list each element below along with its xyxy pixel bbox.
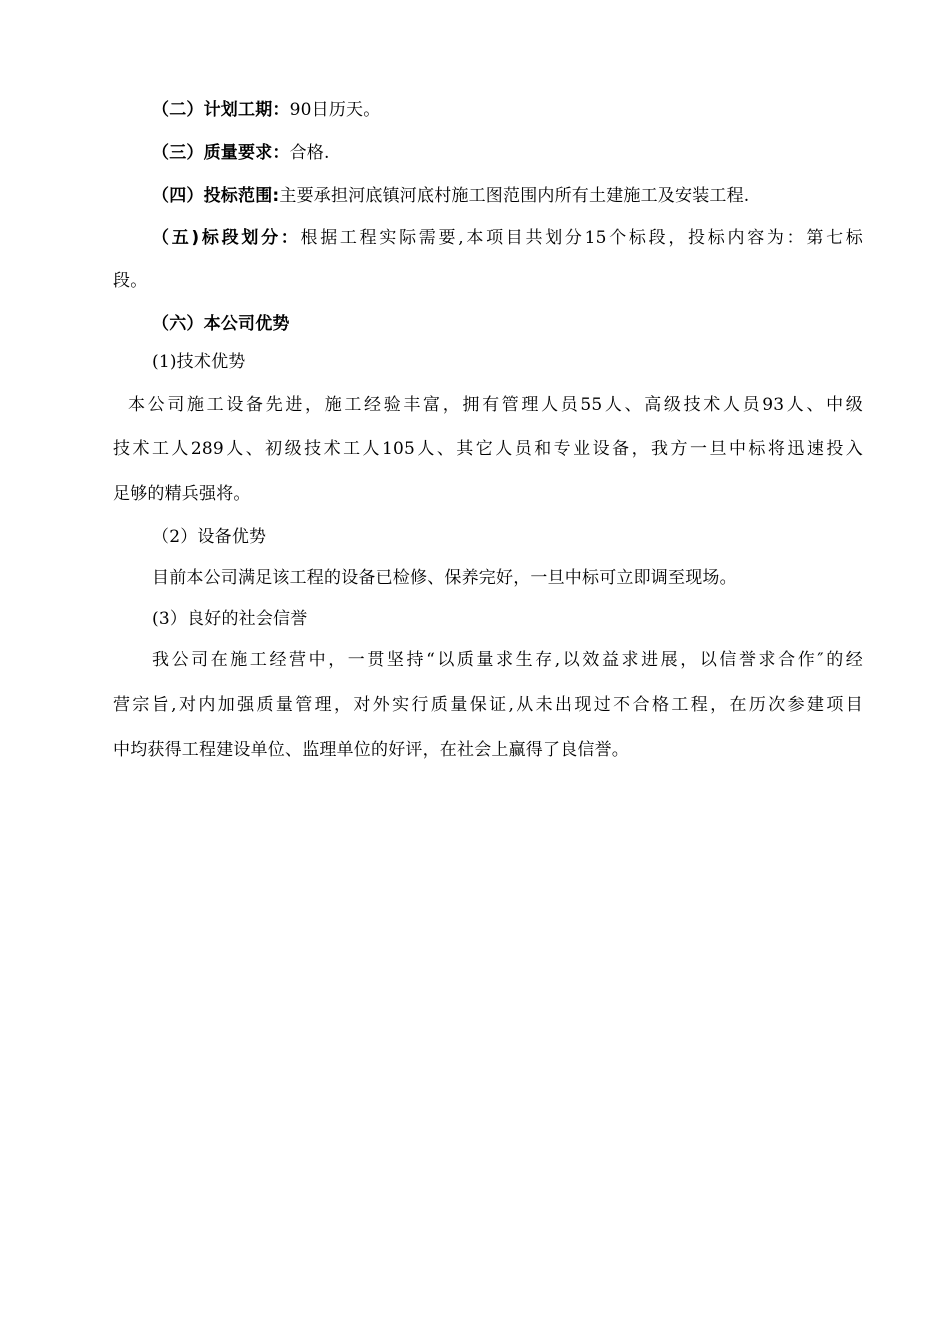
sub-reputation-line-3: 中均获得工程建设单位、监理单位的好评，在社会上赢得了良信誉。 [113,740,629,760]
section-advantages-heading: （六）本公司优势 [152,314,290,334]
sub-reputation-line-2: 营宗旨,对内加强质量管理，对外实行质量保证,从未出现过不合格工程，在历次参建项目 [113,695,863,715]
section-lots-text-line1: 根据工程实际需要,本项目共划分15个标段，投标内容为：第七标 [300,228,863,248]
section-quality [152,141,902,165]
section-scope-heading: （四）投标范围: [152,186,280,206]
sub-tech-line-1: 本公司施工设备先进，施工经验丰富，拥有管理人员55人、高级技术人员93人、中级 [128,395,863,415]
sub-reputation-line-1: 我公司在施工经营中，一贯坚持“以质量求生存,以效益求进展，以信誉求合作″的经 [152,650,863,670]
section-lots [152,226,863,250]
section-scope-text: 主要承担河底镇河底村施工图范围内所有土建施工及安装工程. [279,186,750,206]
sub-equipment-line-1: 目前本公司满足该工程的设备已检修、保养完好，一旦中标可立即调至现场。 [152,568,737,588]
sub-tech-title: (1)技术优势 [152,352,246,372]
section-schedule-heading: （二）计划工期： [152,100,290,120]
section-lots-heading: （五)标段划分： [152,228,301,248]
section-schedule-text: 90日历天。 [289,100,381,120]
sub-tech-line-2: 技术工人289人、初级技术工人105人、其它人员和专业设备，我方一旦中标将迅速投入 [113,439,864,459]
sub-equipment-title: （2）设备优势 [152,527,267,547]
section-quality-text: 合格. [289,143,330,163]
sub-reputation-title: (3）良好的社会信誉 [152,609,308,629]
section-lots-line2: 段。 [113,271,148,291]
sub-tech-line-3: 足够的精兵强将。 [113,484,251,504]
section-schedule [152,98,902,122]
section-scope [152,184,902,208]
section-quality-heading: （三）质量要求： [152,143,290,163]
